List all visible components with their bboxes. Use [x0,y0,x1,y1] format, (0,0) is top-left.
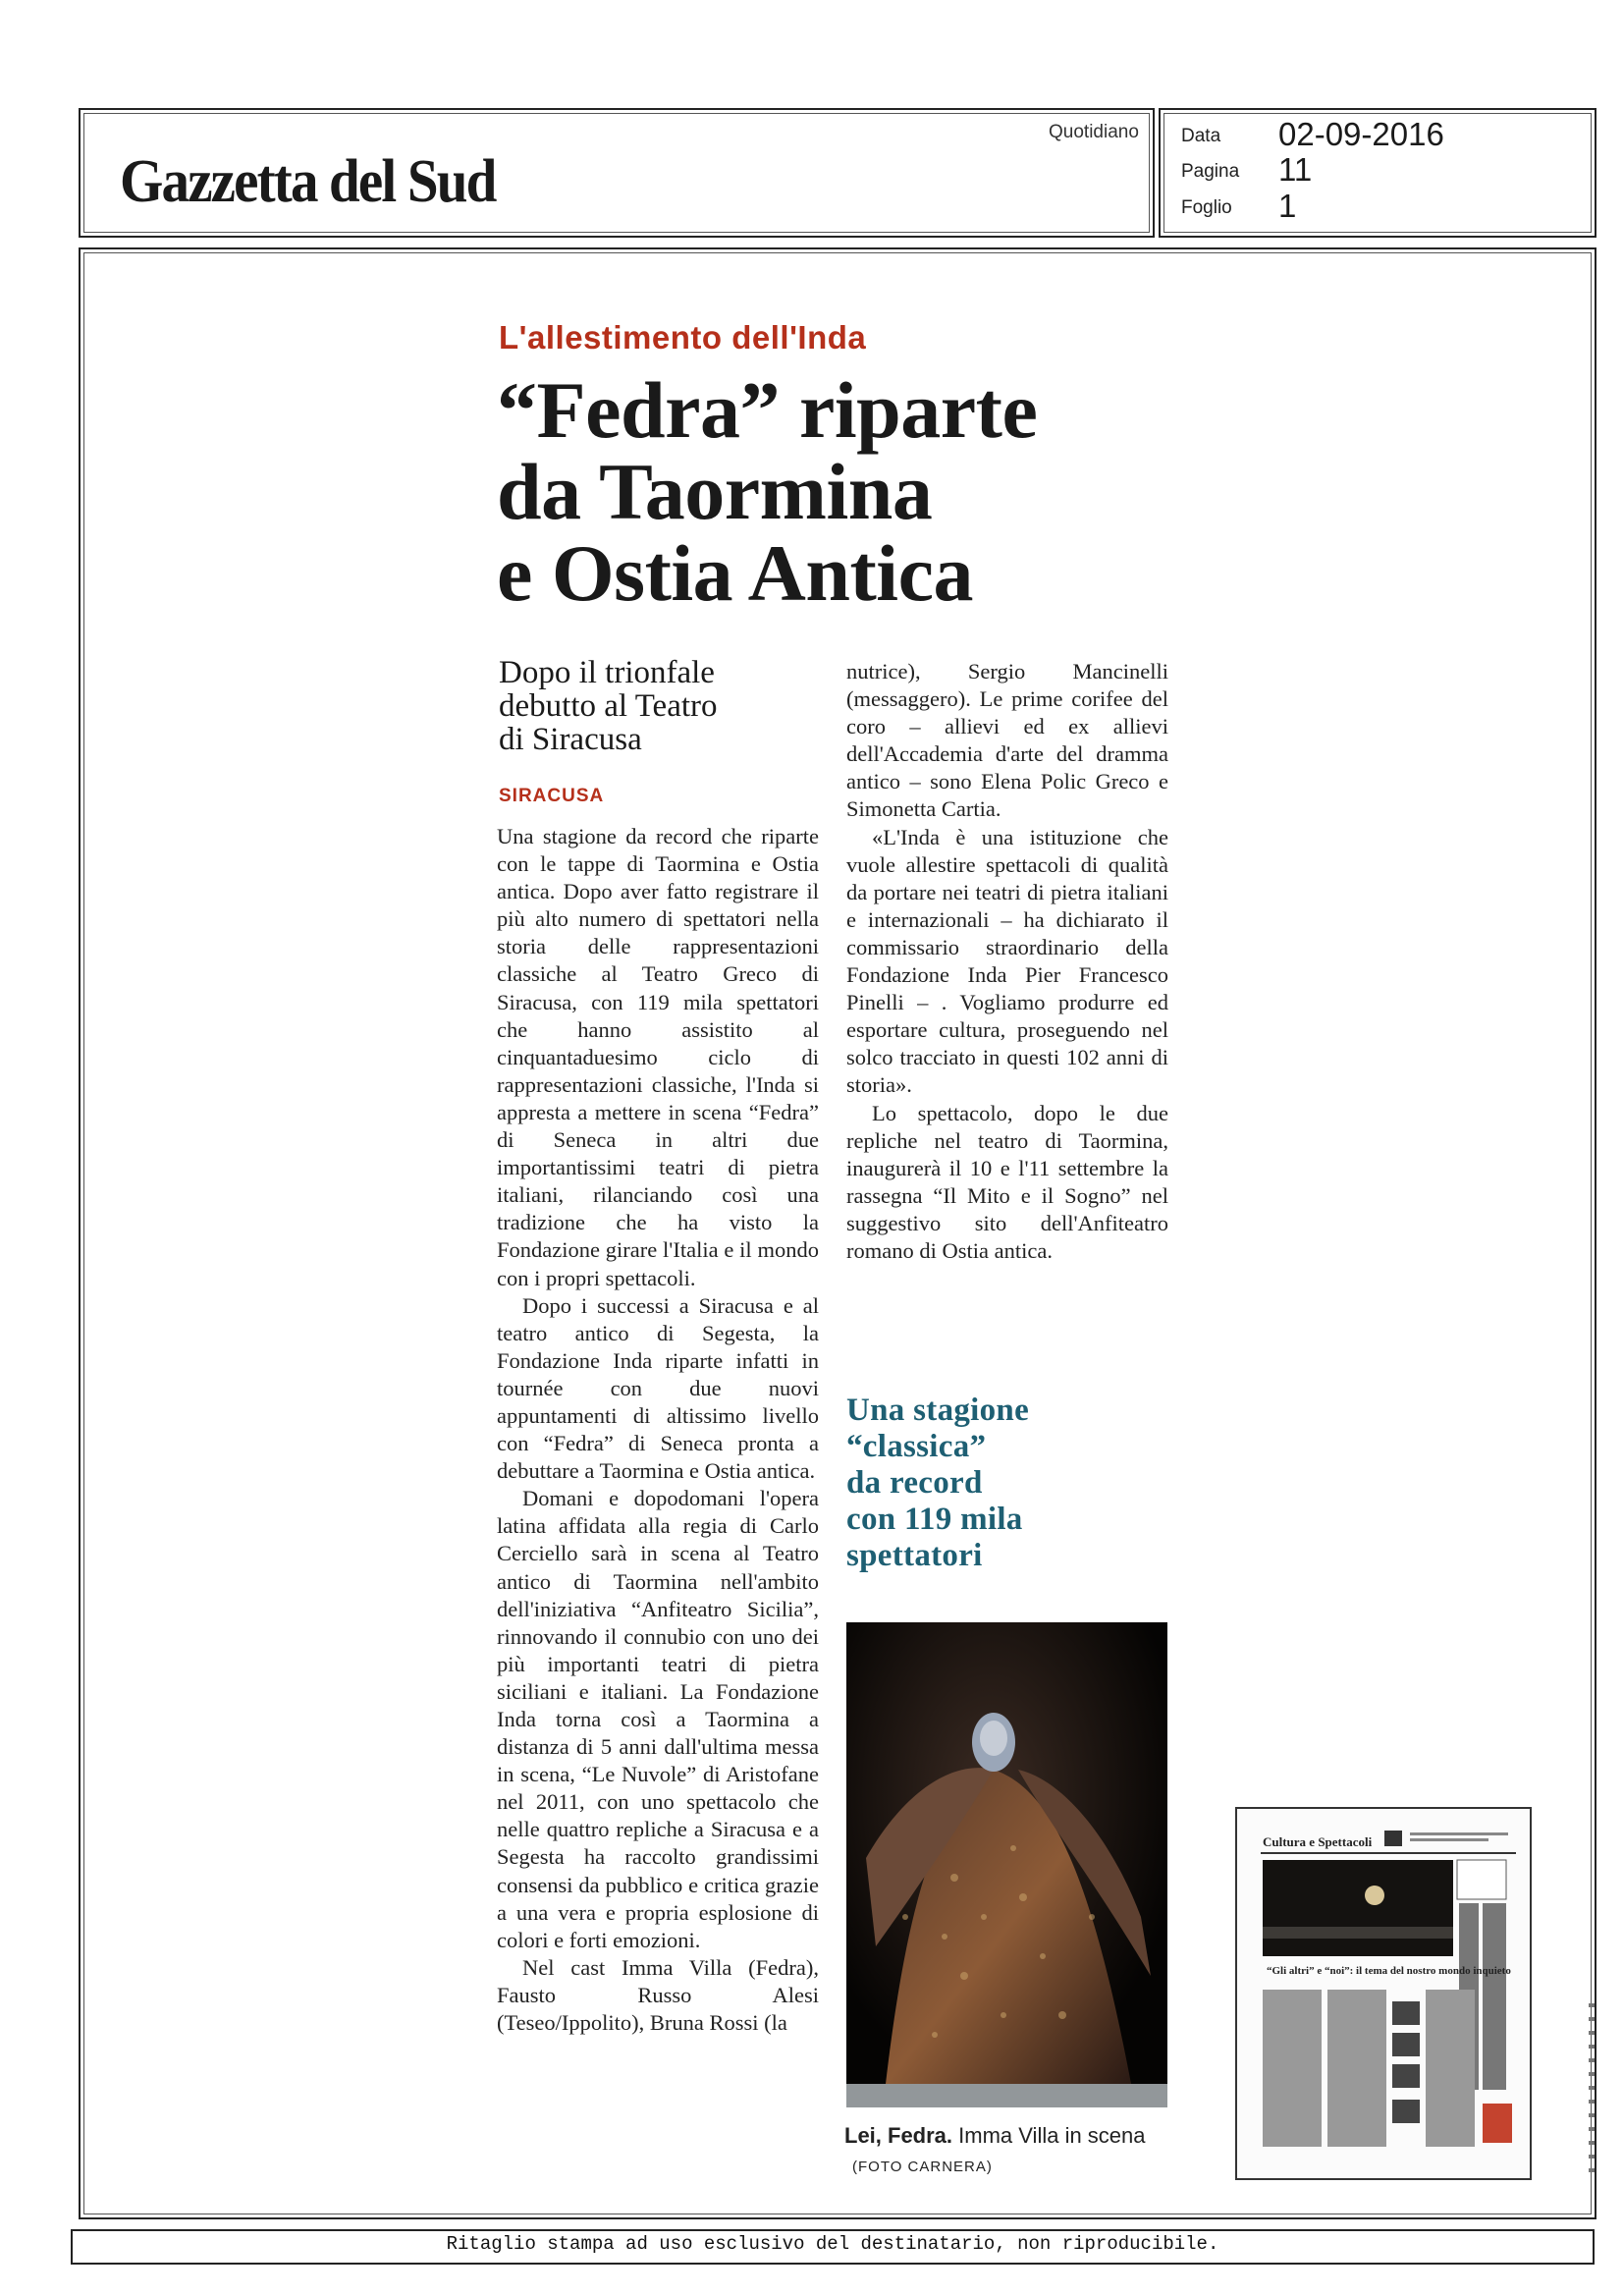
meta-value-foglio: 1 [1278,188,1297,224]
pullquote-line: con 119 mila [846,1502,1023,1537]
headline-line: “Fedra” riparte [497,365,1038,455]
headline-line: e Ostia Antica [497,528,973,618]
meta-label-data: Data [1181,126,1221,146]
caption-text: Imma Villa in scena [958,2123,1146,2148]
paragraph: Domani e dopodomani l'opera latina affidata alla regia di Carlo Cerciello sarà in scena al Teatro antico di Taormina nell'ambito dell'iniziativa “Anfiteatro Sicilia”, rinnovando il connubio con uno dei più importanti teatri di pietra siciliani e italiani. La Fondazione Inda torna così a Taormina a distanza di 5 anni dall'ultima messa in scena, “Le Nuvole” di Aristofane nel 2011, con uno spettacolo che nelle quattro repliche a Siracusa e a Segesta ha raccolto grandissimi consensi da pubblico e critica grazie a una vera e propria esplosione di colori e forti emozioni. [497,1486,819,1952]
paragraph: Dopo i successi a Siracusa e al teatro antico di Segesta, la Fondazione Inda riparte infatti in tournée con due nuovi appuntamenti di altissimo livello con “Fedra” di Seneca pronta a debuttare a Taormina e Ostia antica. [497,1292,819,1484]
pullquote-line: Una stagione [846,1393,1030,1428]
pullquote-line: spettatori [846,1538,983,1573]
pullquote-line: da record [846,1465,983,1501]
photo-caption [844,2121,1178,2181]
paragraph: Lo spettacolo, dopo le due repliche nel teatro di Taormina, inaugurerà il 10 e l'11 settembre la rassegna “Il Mito e il Sogno” nel suggestivo sito dell'Anfiteatro romano di Ostia antica. [846,1100,1168,1263]
newspaper-page-preview-icon [1237,1809,1530,2178]
article-column-1 [497,823,819,2037]
publication-type: Quotidiano [1049,122,1139,142]
article-column-2 [846,658,1168,1265]
meta-value-pagina: 11 [1278,151,1313,188]
footer-disclaimer: Ritaglio stampa ad uso esclusivo del destinatario, non riproducibile. [446,2233,1219,2255]
caption-lead: Lei, Fedra. [844,2123,953,2148]
paragraph: Una stagione da record che riparte con le tappe di Taormina e Ostia antica. Dopo aver fatto registrare il più alto numero di spettatori nella storia delle rappresentazioni classiche al Teatro Greco di Siracusa, con 119 mila spettatori che hanno assistito al cinquantaduesimo ciclo di rappresentazioni classiche, l'Inda si appresta a mettere in scena “Fedra” di Seneca in altri due importantissimi teatri di pietra italiani, rilanciando così una tradizione che ha visto la Fondazione girare l'Italia e il mondo con i propri spettacoli. [497,824,819,1290]
pullquote-line: “classica” [846,1429,987,1464]
kicker: L'allestimento dell'Inda [499,319,867,355]
photo-credit: (FOTO CARNERA) [852,2159,993,2175]
subhead-line: di Siracusa [499,722,642,757]
paragraph: Nel cast Imma Villa (Fedra), Fausto Russo Alesi (Teseo/Ippolito), Bruna Rossi (la [497,1954,819,2036]
scan-edge-marks [1589,2003,1595,2180]
subhead-line: Dopo il trionfale [499,655,715,690]
thumb-headline: “Gli altri” e “noi”: il tema del nostro mondo inquieto [1267,1965,1511,1977]
masthead: Gazzetta del Sud [120,148,496,215]
meta-label-foglio: Foglio [1181,197,1232,218]
subhead-line: debutto al Teatro [499,688,718,724]
meta-label-pagina: Pagina [1181,161,1240,182]
paragraph: nutrice), Sergio Mancinelli (messaggero). Le prime corifee del coro – allievi ed ex allievi dell'Accademia d'arte del dramma antico – sono Elena Polic Greco e Simonetta Cartia. [846,659,1168,822]
headline-line: da Taormina [497,447,933,536]
page-thumbnail [1235,1807,1532,2180]
article-photo [846,1622,1167,2107]
dateline: SIRACUSA [499,786,605,806]
thumb-section-label: Cultura e Spettacoli [1263,1834,1373,1849]
actress-photo-image [846,1622,1167,2107]
paragraph: «L'Inda è una istituzione che vuole allestire spettacoli di qualità da portare nei teatri di pietra italiani e internazionali – ha dichiarato il commissario straordinario della Fondazione Inda Pier Francesco Pinelli – . Vogliamo produrre ed esportare cultura, proseguendo nel solco tracciato in questi 102 anni di storia». [846,824,1168,1098]
pull-quote [846,1393,1170,1574]
headline [497,365,1184,618]
meta-value-data: 02-09-2016 [1278,116,1444,152]
subheadline [499,656,793,756]
